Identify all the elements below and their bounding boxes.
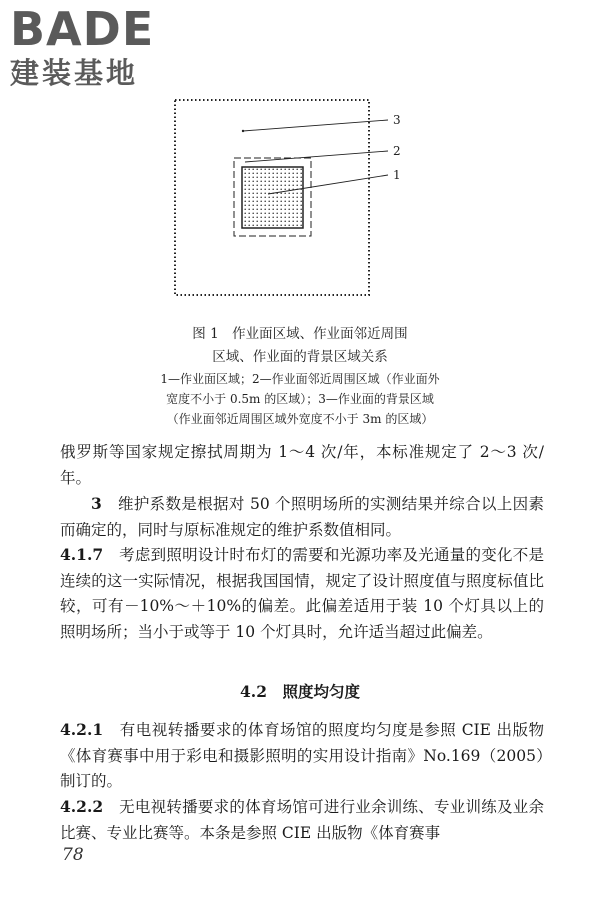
figure-caption-note: 宽度不小于 0.5m 的区域）；3—作业面的背景区域: [166, 392, 434, 406]
logo-subtitle: 建装基地: [10, 56, 139, 90]
clause-number: 4.2.1: [60, 720, 104, 739]
clause-4-2-1: [60, 717, 544, 795]
section-heading: 4.2 照度均匀度: [240, 682, 360, 701]
clause-4-1-7: [60, 542, 544, 645]
figure-label-2: 2: [393, 144, 401, 158]
paragraph-maintenance-factor: [60, 491, 544, 543]
clause-number: 4.1.7: [60, 545, 104, 564]
leader-line-3: [243, 120, 388, 131]
item-number: 3: [91, 494, 102, 513]
paragraph-cleaning-cycle: 俄罗斯等国家规定擦拭周期为 1～4 次/年，本标准规定了 2～3 次/年。: [60, 443, 544, 487]
paragraph-text: 维护系数是根据对 50 个照明场所的实测结果并综合以上因素而确定的，同时与原标准规定的维护系数值相同。: [60, 495, 544, 539]
logo-brand: BADE: [10, 2, 155, 56]
clause-text: 考虑到照明设计时布灯的需要和光源功率及光通量的变化不是连续的这一实际情况，根据我国国情，规定了设计照度值与照度标值比较，可有－10%～＋10%的偏差。此偏差适用于装 10 个灯具以上的照明场所；当小于或等于 10 个灯具时，允许适当超过此偏差。: [60, 546, 544, 641]
figure-label-1: 1: [393, 168, 401, 182]
clause-text: 有电视转播要求的体育场馆的照度均匀度是参照 CIE 出版物《体育赛事中用于彩电和摄影照明的实用设计指南》No.169（2005）制订的。: [60, 721, 544, 790]
page-number: 78: [62, 845, 84, 865]
task-area: [242, 167, 303, 228]
figure-caption-note: 1—作业面区域；2—作业面邻近周围区域（作业面外: [160, 372, 440, 386]
clause-text: 无电视转播要求的体育场馆可进行业余训练、专业训练及业余比赛、专业比赛等。本条是参照 CIE 出版物《体育赛事: [60, 798, 544, 842]
figure-caption-line2: 区域、作业面的背景区域关系: [212, 349, 388, 365]
figure-caption-note: （作业面邻近周围区域外宽度不小于 3m 的区域）: [166, 412, 434, 426]
leader-dot-3: [242, 130, 244, 132]
clause-number: 4.2.2: [60, 797, 104, 816]
figure-caption-line1: 图 1 作业面区域、作业面邻近周围: [192, 326, 408, 342]
clause-4-2-2: [60, 794, 544, 846]
figure-diagram: [0, 0, 600, 310]
figure-label-3: 3: [393, 113, 401, 127]
leader-line-2: [245, 151, 388, 162]
